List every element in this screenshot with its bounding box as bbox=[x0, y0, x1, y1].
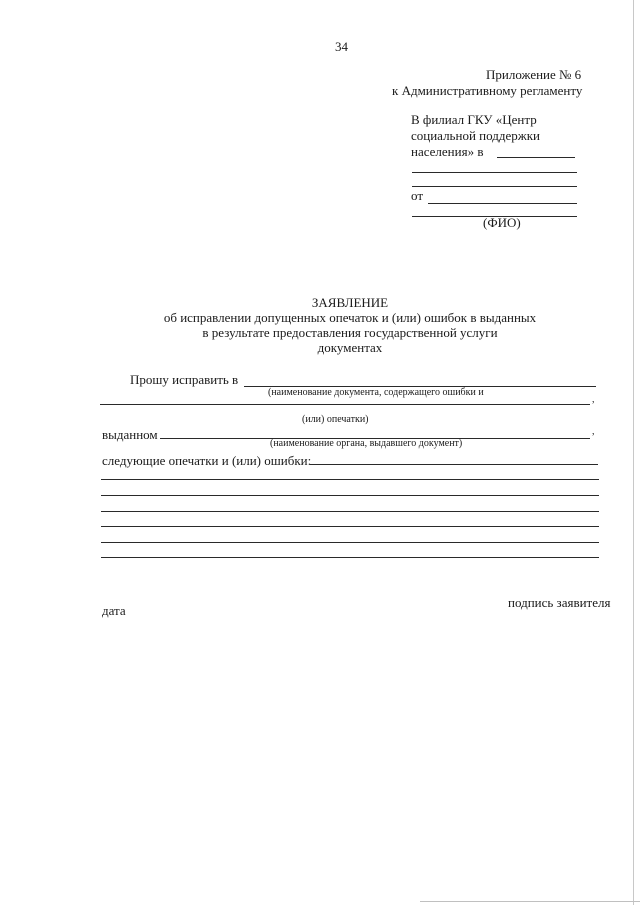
document-name-caption: (наименование документа, содержащего ошибки и bbox=[268, 387, 484, 398]
errors-line-3 bbox=[101, 511, 599, 512]
issued-label: выданном bbox=[102, 427, 158, 442]
branch-blank-line bbox=[497, 157, 575, 158]
addressee-blank-line-1 bbox=[412, 172, 577, 173]
document-heading: ЗАЯВЛЕНИЕ bbox=[311, 295, 389, 310]
comma-2: , bbox=[592, 426, 595, 437]
errors-line-5 bbox=[101, 542, 599, 543]
document-subheading-2: в результате предоставления государственной услуги bbox=[202, 325, 498, 340]
errors-line-4 bbox=[101, 526, 599, 527]
appendix-title: Приложение № 6 bbox=[486, 67, 582, 82]
comma-1: , bbox=[592, 394, 595, 405]
appendix-subtitle: к Административному регламенту bbox=[392, 83, 583, 98]
signature-label: подпись заявителя bbox=[508, 595, 611, 610]
document-subheading-3: документах bbox=[317, 340, 383, 355]
errors-line-0 bbox=[310, 464, 598, 465]
errors-label: следующие опечатки и (или) ошибки: bbox=[102, 453, 312, 468]
addressee-line-3: населения» в bbox=[411, 144, 484, 159]
from-label: от bbox=[411, 188, 424, 203]
addressee-line-2: социальной поддержки bbox=[411, 128, 540, 143]
errors-line-1 bbox=[101, 479, 599, 480]
errors-line-6 bbox=[101, 557, 599, 558]
page-number: 34 bbox=[335, 39, 348, 54]
request-label: Прошу исправить в bbox=[130, 372, 239, 387]
errors-line-2 bbox=[101, 495, 599, 496]
issuing-organ-caption: (наименование органа, выдавшего документ) bbox=[270, 438, 463, 449]
date-label: дата bbox=[102, 603, 126, 618]
fio-caption: (ФИО) bbox=[483, 215, 521, 230]
scan-edge-bottom bbox=[420, 901, 640, 902]
document-name-caption-2: (или) опечатки) bbox=[302, 414, 369, 425]
scan-edge-right bbox=[633, 0, 634, 905]
document-subheading-1: об исправлении допущенных опечаток и (или) ошибок в выданных bbox=[163, 310, 537, 325]
from-blank-line bbox=[428, 203, 577, 204]
addressee-blank-line-2 bbox=[412, 186, 577, 187]
addressee-line-1: В филиал ГКУ «Центр bbox=[411, 112, 537, 127]
document-name-continuation-line bbox=[100, 404, 590, 405]
